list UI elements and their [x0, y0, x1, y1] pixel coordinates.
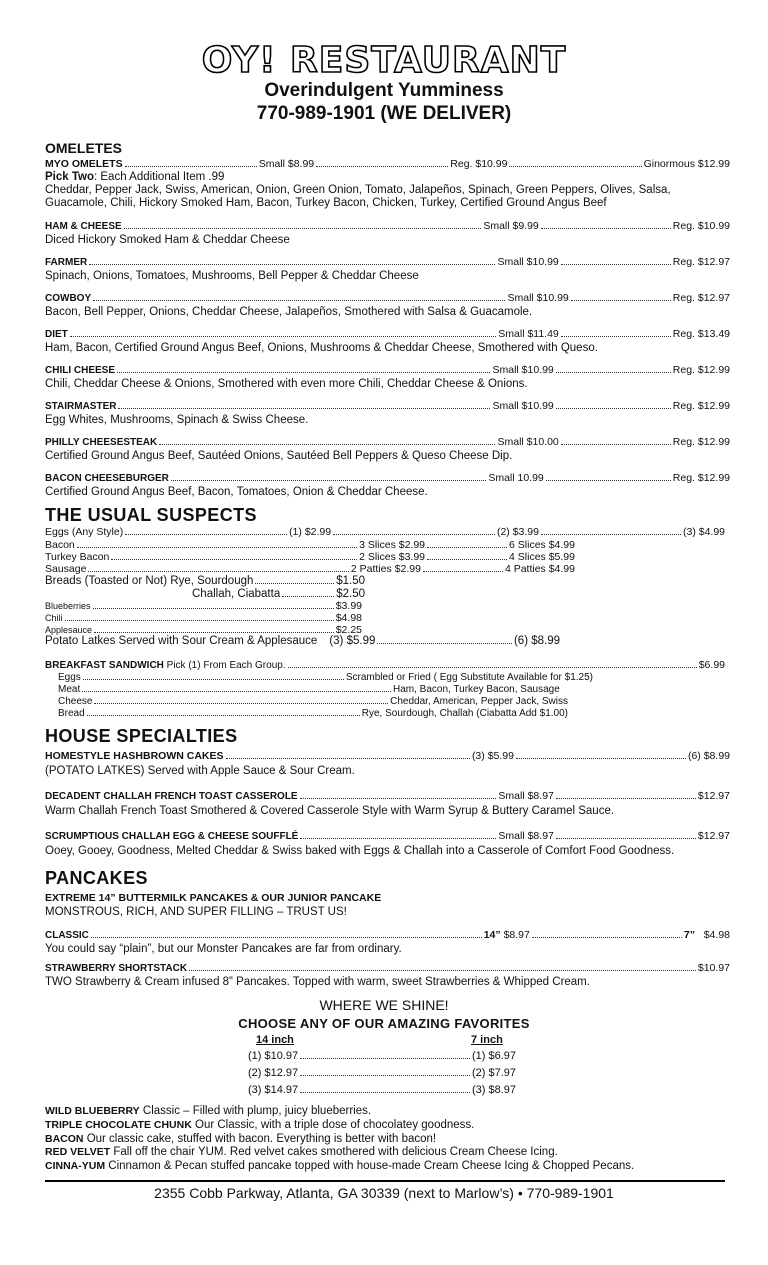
item-name: PHILLY CHEESESTEAK: [45, 437, 158, 448]
item-description: Ooey, Gooey, Goodness, Melted Cheddar & Swiss baked with Eggs & Challah into a Casserole of Comfort Food Goodness.: [45, 845, 675, 857]
side-price-1: (1) $2.99: [289, 526, 332, 538]
leader-dots: [282, 595, 334, 597]
menu-row-strawberry-shortstack: [45, 962, 730, 974]
price-small: Small $8.97: [498, 790, 554, 802]
menu-row-omelet: [45, 256, 730, 268]
side-price: $2.50: [336, 588, 365, 600]
leader-dots: [427, 546, 507, 548]
menu-row-myo-omelets: [45, 158, 730, 170]
price-small: Small $11.49: [498, 328, 559, 340]
leader-dots: [561, 443, 671, 445]
price-reg: Reg. $10.99: [450, 158, 508, 170]
leader-dots: [65, 619, 334, 621]
pick-two-label: Pick Two: [45, 171, 94, 183]
menu-row-french-toast-casserole: [45, 790, 730, 802]
tagline: Overindulgent Yumminess: [264, 80, 504, 101]
price-reg: Reg. $12.99: [672, 364, 730, 376]
favorite-desc: Fall off the chair YUM. Red velvet cakes smothered with delicious Cream Cheese Icing.: [110, 1146, 558, 1158]
item-name: HAM & CHEESE: [45, 221, 122, 232]
sandwich-group-meat: [58, 684, 568, 695]
favorite-item: [45, 1133, 436, 1145]
item-name: CLASSIC: [45, 930, 89, 941]
item-name: DIET: [45, 329, 68, 340]
favorite-name: TRIPLE CHOCOLATE CHUNK: [45, 1119, 192, 1131]
pancakes-tagline: MONSTROUS, RICH, AND SUPER FILLING – TRUST US!: [45, 906, 347, 918]
side-row-potato-latkes: [45, 635, 560, 647]
leader-dots: [125, 533, 287, 535]
side-row-breads: [45, 575, 365, 587]
item-name: SCRUMPTIOUS CHALLAH EGG & CHEESE SOUFFLÉ: [45, 831, 299, 842]
item-description: You could say “plain”, but our Monster Pancakes are far from ordinary.: [45, 943, 402, 955]
leader-dots: [159, 443, 495, 445]
item-name: STAIRMASTER: [45, 401, 117, 412]
leader-dots: [427, 558, 507, 560]
price-small: Small $8.97: [498, 830, 554, 842]
sandwich-group-eggs: [58, 672, 593, 683]
leader-dots: [300, 797, 497, 799]
side-price: $3.99: [335, 600, 362, 612]
leader-dots: [77, 546, 357, 548]
price-reg: Reg. $12.99: [672, 400, 730, 412]
menu-row-classic-pancake: [45, 929, 730, 941]
item-name: COWBOY: [45, 293, 92, 304]
size-14: [484, 929, 530, 941]
phone-number: 770-989-1901 (WE DELIVER): [256, 103, 512, 124]
leader-dots: [93, 299, 505, 301]
item-description: Chili, Cheddar Cheese & Onions, Smothered with even more Chili, Cheddar Cheese & Onions.: [45, 378, 528, 390]
side-row-breads-premium: [192, 588, 365, 600]
side-price-3: (3) $4.99: [682, 526, 726, 538]
price-14-inch: (2) $12.97: [248, 1067, 299, 1079]
side-label: Turkey Bacon: [45, 551, 110, 563]
favorite-item: [45, 1119, 474, 1131]
leader-dots: [541, 227, 671, 229]
leader-dots: [94, 631, 334, 633]
leader-dots: [546, 479, 671, 481]
item-name: MYO OMELETS: [45, 158, 123, 170]
favorite-name: RED VELVET: [45, 1146, 111, 1158]
breakfast-sandwich-row: [45, 659, 725, 671]
leader-dots: [117, 371, 490, 373]
item-name: DECADENT CHALLAH FRENCH TOAST CASSEROLE: [45, 791, 298, 802]
side-row-chili: [45, 612, 362, 624]
price: $10.97: [697, 962, 730, 974]
side-row-sausage: [45, 563, 575, 575]
item-description: Bacon, Bell Pepper, Onions, Cheddar Cheese, Jalapeños, Smothered with Salsa & Guacamole.: [45, 306, 533, 318]
leader-dots: [83, 678, 344, 680]
side-row-turkey-bacon: [45, 551, 575, 563]
price-14-inch: (1) $10.97: [248, 1050, 299, 1062]
favorite-item: [45, 1160, 634, 1172]
breakfast-sandwich-label: [45, 659, 286, 671]
side-row-eggs: [45, 526, 725, 538]
leader-dots: [91, 936, 482, 938]
leader-dots: [561, 263, 671, 265]
favorites-subheading: CHOOSE ANY OF OUR AMAZING FAVORITES: [238, 1016, 530, 1031]
footer-divider: [45, 1180, 725, 1182]
menu-row-omelet: [45, 436, 730, 448]
side-label: Applesauce: [45, 625, 93, 635]
side-row-blueberries: [45, 600, 362, 612]
menu-row-omelet: [45, 472, 730, 484]
menu-row-souffle: [45, 830, 730, 842]
leader-dots: [82, 690, 391, 692]
favorite-name: CINNA-YUM: [45, 1160, 106, 1172]
leader-dots: [556, 407, 671, 409]
leader-dots: [124, 227, 482, 229]
menu-row-omelet: [45, 364, 730, 376]
side-row-bacon: [45, 539, 575, 551]
price-small: Small $9.99: [483, 220, 539, 232]
leader-dots: [541, 533, 681, 535]
leader-dots: [118, 407, 490, 409]
price-14: $8.97: [503, 929, 530, 941]
item-name: FARMER: [45, 257, 88, 268]
column-header-7-inch: 7 inch: [471, 1034, 503, 1046]
item-description: (POTATO LATKES) Served with Apple Sauce & Sour Cream.: [45, 765, 355, 777]
section-title-usual-suspects: THE USUAL SUSPECTS: [45, 505, 257, 525]
item-name: STRAWBERRY SHORTSTACK: [45, 963, 188, 974]
group-label: Meat: [58, 684, 81, 695]
price-reg: Reg. $12.99: [672, 436, 730, 448]
favorite-name: WILD BLUEBERRY: [45, 1105, 140, 1117]
pancakes-subtitle: EXTREME 14” BUTTERMILK PANCAKES & OUR JUNIOR PANCAKE: [45, 892, 382, 904]
price-small: Small $10.99: [507, 292, 569, 304]
favorite-item: [45, 1146, 558, 1158]
favorites-size-row: [248, 1067, 516, 1079]
price-reg: Reg. $13.49: [672, 328, 730, 340]
item-description: Warm Challah French Toast Smothered & Covered Casserole Style with Warm Syrup & Buttery Caramel Sauce.: [45, 805, 615, 817]
side-price-1: 2 Slices $3.99: [359, 551, 426, 563]
leader-dots: [423, 570, 503, 572]
side-label: Blueberries: [45, 601, 91, 611]
leader-dots: [89, 263, 495, 265]
group-options: Ham, Bacon, Turkey Bacon, Sausage: [393, 684, 560, 695]
leader-dots: [300, 837, 496, 839]
pick-two-text: : Each Additional Item .99: [94, 171, 225, 183]
column-header-14-inch: 14 inch: [256, 1034, 294, 1046]
item-description: Egg Whites, Mushrooms, Spinach & Swiss Cheese.: [45, 414, 309, 426]
section-title-pancakes: PANCAKES: [45, 868, 148, 888]
favorites-heading: WHERE WE SHINE!: [319, 997, 449, 1013]
side-label: Breads (Toasted or Not) Rye, Sourdough: [45, 575, 254, 587]
price-7-inch: (1) $6.97: [471, 1050, 516, 1062]
options-line-2: Guacamole, Chili, Hickory Smoked Ham, Bacon, Turkey Bacon, Chicken, Turkey, Certified Ground Angus Beef: [45, 197, 607, 209]
side-label: Eggs (Any Style): [45, 526, 124, 538]
leader-dots: [377, 642, 512, 644]
group-options: Scrambled or Fried ( Egg Substitute Available for $1.25): [345, 672, 593, 683]
item-description: Spinach, Onions, Tomatoes, Mushrooms, Bell Pepper & Cheddar Cheese: [45, 270, 419, 282]
leader-dots: [556, 837, 696, 839]
leader-dots: [88, 570, 348, 572]
item-description: Diced Hickory Smoked Ham & Cheddar Cheese: [45, 234, 290, 246]
pick-two-line: [45, 171, 224, 183]
price-reg: Reg. $12.97: [672, 256, 730, 268]
item-description: Certified Ground Angus Beef, Sautéed Onions, Sautéed Bell Peppers & Queso Cheese Dip.: [45, 450, 513, 462]
leader-dots: [226, 757, 470, 759]
leader-dots: [556, 797, 696, 799]
menu-row-omelet: [45, 220, 730, 232]
side-price-2: 6 Slices $4.99: [509, 539, 575, 551]
price-small: Small $10.99: [492, 400, 554, 412]
side-label: Potato Latkes Served with Sour Cream & Applesauce: [45, 635, 318, 647]
price-small: Small $10.00: [497, 436, 559, 448]
item-description: Certified Ground Angus Beef, Bacon, Tomatoes, Onion & Cheddar Cheese.: [45, 486, 428, 498]
favorite-name: BACON: [45, 1133, 84, 1145]
leader-dots: [171, 479, 486, 481]
sandwich-group-bread: [58, 708, 568, 719]
price-small: Small $8.99: [258, 158, 315, 170]
price-14-inch: (3) $14.97: [248, 1084, 299, 1096]
favorite-item: [45, 1105, 371, 1117]
item-description: TWO Strawberry & Cream infused 8” Pancakes. Topped with warm, sweet Strawberries & Whipped Cream.: [45, 976, 590, 988]
leader-dots: [532, 936, 682, 938]
price-3: (3) $5.99: [471, 750, 514, 762]
menu-row-hashbrown-cakes: [45, 750, 730, 762]
favorites-size-row: [248, 1050, 516, 1062]
price-6: (6) $8.99: [687, 750, 730, 762]
side-price-2: 4 Slices $5.99: [509, 551, 575, 563]
favorite-desc: Cinnamon & Pecan stuffed pancake topped with house-made Cream Cheese Icing & Chopped Pecans.: [105, 1160, 635, 1172]
price-7-inch: (3) $8.97: [471, 1084, 516, 1096]
side-price: $4.98: [335, 612, 362, 624]
section-title-house-specialties: HOUSE SPECIALTIES: [45, 726, 238, 746]
leader-dots: [300, 1057, 470, 1059]
price-small: Small 10.99: [488, 472, 544, 484]
price-small: Small $10.99: [492, 364, 554, 376]
side-label: Challah, Ciabatta: [192, 588, 281, 600]
leader-dots: [93, 607, 334, 609]
leader-dots: [70, 335, 496, 337]
leader-dots: [333, 533, 495, 535]
price-7: $4.98: [703, 929, 730, 941]
group-label: Bread: [58, 708, 85, 719]
sandwich-group-cheese: [58, 696, 568, 707]
leader-dots: [516, 757, 686, 759]
restaurant-name: OY! RESTAURANT: [201, 40, 567, 81]
leader-dots: [556, 371, 671, 373]
breakfast-sandwich-price: $6.99: [698, 659, 725, 671]
price-reg: $12.97: [697, 790, 730, 802]
leader-dots: [87, 714, 360, 716]
leader-dots: [509, 165, 641, 167]
item-name: CHILI CHEESE: [45, 365, 116, 376]
price-reg: Reg. $10.99: [672, 220, 730, 232]
price-7-inch: (2) $7.97: [471, 1067, 516, 1079]
menu-row-omelet: [45, 292, 730, 304]
side-label: Sausage: [45, 563, 87, 575]
favorites-size-row: [248, 1084, 516, 1096]
side-price-1: (3) $5.99: [329, 635, 376, 647]
size-label-14: 14”: [483, 929, 501, 941]
leader-dots: [189, 969, 696, 971]
side-price: $2.25: [335, 624, 362, 636]
item-description: Ham, Bacon, Certified Ground Angus Beef, Onions, Mushrooms & Cheddar Cheese, Smothered with Queso.: [45, 342, 598, 354]
leader-dots: [300, 1091, 470, 1093]
menu-row-omelet: [45, 328, 730, 340]
size-7: [684, 929, 730, 941]
group-options: Cheddar, American, Pepper Jack, Swiss: [390, 696, 568, 707]
favorite-desc: Our Classic, with a triple dose of chocolatey goodness.: [191, 1119, 475, 1131]
price-reg: Reg. $12.97: [672, 292, 730, 304]
size-label-7: 7”: [683, 929, 695, 941]
item-name: BACON CHEESEBURGER: [45, 473, 169, 484]
breakfast-sandwich-note: Pick (1) From Each Group.: [163, 660, 286, 671]
leader-dots: [111, 558, 357, 560]
price-small: Small $10.99: [497, 256, 559, 268]
leader-dots: [255, 582, 334, 584]
side-label: Bacon: [45, 539, 75, 551]
options-line-1: Cheddar, Pepper Jack, Swiss, American, Onion, Green Onion, Tomato, Jalapeños, Spinach, Green Peppers, Olives, Salsa,: [45, 184, 671, 196]
leader-dots: [561, 335, 671, 337]
footer-address: 2355 Cobb Parkway, Atlanta, GA 30339 (next to Marlow’s) • 770-989-1901: [154, 1185, 614, 1201]
price-ginormous: Ginormous $12.99: [643, 158, 730, 170]
side-label: Chili: [45, 613, 63, 623]
side-price-2: 4 Patties $4.99: [504, 563, 575, 575]
leader-dots: [288, 666, 697, 668]
breakfast-sandwich-name: BREAKFAST SANDWICH: [45, 660, 164, 671]
side-price: $1.50: [336, 575, 365, 587]
leader-dots: [316, 165, 448, 167]
leader-dots: [571, 299, 671, 301]
menu-row-omelet: [45, 400, 730, 412]
side-price-2: (6) $8.99: [513, 635, 560, 647]
price-reg: Reg. $12.99: [672, 472, 730, 484]
leader-dots: [300, 1074, 470, 1076]
favorite-desc: Our classic cake, stuffed with bacon. Everything is better with bacon!: [83, 1133, 437, 1145]
group-label: Cheese: [58, 696, 93, 707]
favorite-desc: Classic – Filled with plump, juicy blueberries.: [139, 1105, 372, 1117]
group-options: Rye, Sourdough, Challah (Ciabatta Add $1.00): [361, 708, 568, 719]
side-price-2: (2) $3.99: [496, 526, 539, 538]
section-title-omeletes: OMELETES: [45, 140, 123, 156]
leader-dots: [125, 165, 257, 167]
side-price-1: 3 Slices $2.99: [359, 539, 426, 551]
group-label: Eggs: [58, 672, 81, 683]
side-price-1: 2 Patties $2.99: [350, 563, 421, 575]
price-reg: $12.97: [697, 830, 730, 842]
leader-dots: [94, 702, 388, 704]
item-name: HOMESTYLE HASHBROWN CAKES: [45, 750, 224, 762]
